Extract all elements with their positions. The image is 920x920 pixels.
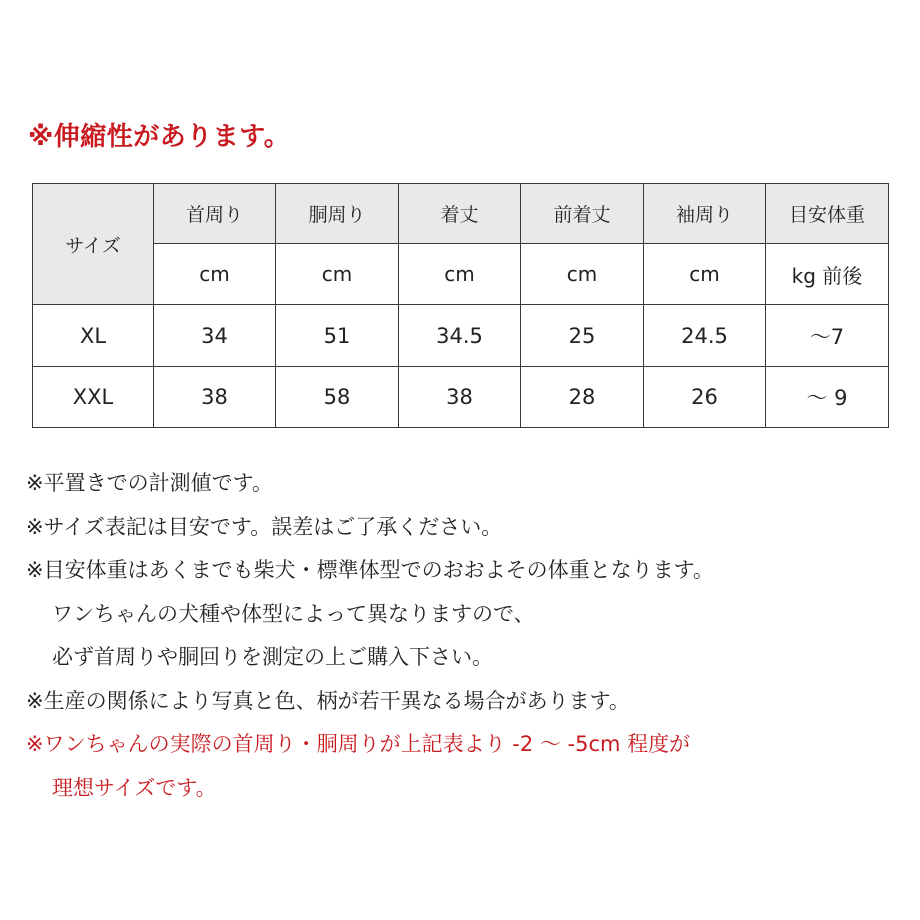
table-cell: 38 (154, 367, 276, 428)
table-cell: 28 (521, 367, 644, 428)
table-cell: 25 (521, 305, 644, 367)
note-ideal-size-cont: 理想サイズです。 (52, 775, 217, 800)
unit-chest: cm (276, 244, 399, 305)
stretch-notice-heading: ※伸縮性があります。 (28, 122, 291, 152)
note-weight-guide-cont-1: ワンちゃんの犬種や体型によって異なりますので、 (52, 601, 535, 626)
table-cell: 26 (644, 367, 766, 428)
table-cell: 34 (154, 305, 276, 367)
unit-neck: cm (154, 244, 276, 305)
table-cell: 24.5 (644, 305, 766, 367)
note-flat-measurement: ※平置きでの計測値です。 (26, 471, 273, 495)
table-row (33, 305, 889, 367)
size-chart-table (32, 183, 889, 428)
table-cell: ～7 (766, 305, 889, 367)
column-header-sleeve: 袖周り (644, 184, 766, 244)
table-cell: 34.5 (399, 305, 521, 367)
unit-sleeve: cm (644, 244, 766, 305)
note-color-variation: ※生産の関係により写真と色、柄が若干異なる場合があります。 (26, 688, 630, 713)
table-unit-row (33, 244, 889, 305)
unit-front-length: cm (521, 244, 644, 305)
size-label: XL (33, 305, 154, 367)
note-size-guide: ※サイズ表記は目安です。誤差はご了承ください。 (26, 514, 503, 539)
notes-section (26, 462, 906, 810)
table-cell: 58 (276, 367, 399, 428)
column-header-front-length: 前着丈 (521, 184, 644, 244)
table-cell: 51 (276, 305, 399, 367)
column-header-neck: 首周り (154, 184, 276, 244)
size-label: XXL (33, 367, 154, 428)
note-weight-guide: ※目安体重はあくまでも柴犬・標準体型でのおおよその体重となります。 (26, 558, 714, 582)
table-header-row (33, 184, 889, 244)
table-cell: 38 (399, 367, 521, 428)
note-weight-guide-cont-2: 必ず首周りや胴回りを測定の上ご購入下さい。 (52, 645, 493, 669)
unit-length: cm (399, 244, 521, 305)
column-header-weight: 目安体重 (766, 184, 889, 244)
table-cell: ～ 9 (766, 367, 889, 428)
column-header-chest: 胴周り (276, 184, 399, 244)
column-header-length: 着丈 (399, 184, 521, 244)
size-column-header: サイズ (33, 184, 154, 305)
note-ideal-size: ※ワンちゃんの実際の首周り・胴周りが上記表より -2 ～ -5cm 程度が (26, 732, 691, 756)
table-row (33, 367, 889, 428)
unit-weight: kg 前後 (766, 244, 889, 305)
